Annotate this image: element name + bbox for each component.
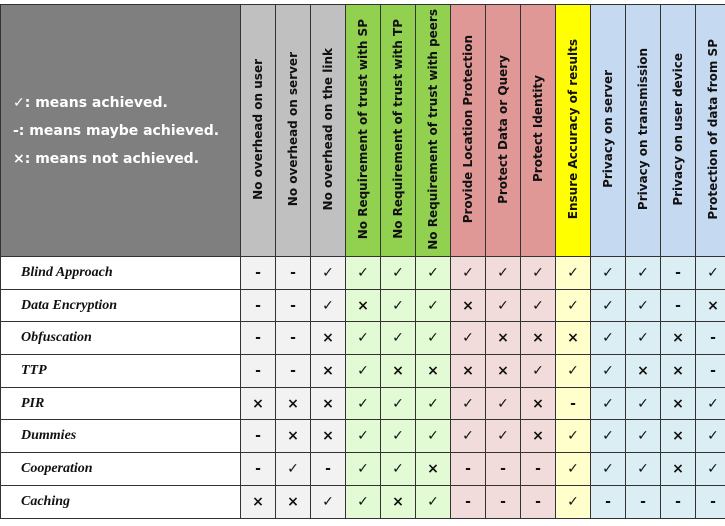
table-cell: ✓	[346, 485, 381, 518]
row-label: Dummies	[1, 420, 241, 453]
table-body	[1, 257, 725, 519]
table-cell: ×	[381, 355, 416, 388]
table-cell: ✓	[696, 257, 725, 290]
table-cell: ✓	[346, 257, 381, 290]
table-cell: ×	[241, 485, 276, 518]
table-cell: -	[696, 322, 725, 355]
column-header	[591, 5, 626, 257]
table-cell: ✓	[451, 420, 486, 453]
table-cell: ✓	[591, 420, 626, 453]
table-cell: ✓	[381, 387, 416, 420]
table-cell: ×	[556, 322, 591, 355]
table-cell: ×	[346, 289, 381, 322]
column-header	[346, 5, 381, 257]
table-cell: -	[276, 322, 311, 355]
column-header	[311, 5, 346, 257]
row-label: Obfuscation	[1, 322, 241, 355]
column-header	[556, 5, 591, 257]
column-header	[626, 5, 661, 257]
table-cell: ✓	[276, 453, 311, 486]
table-cell: ×	[311, 420, 346, 453]
table-cell: -	[696, 355, 725, 388]
table-cell: ✓	[521, 289, 556, 322]
table-cell: ×	[661, 387, 696, 420]
table-cell: -	[486, 453, 521, 486]
legend-maybe: -: means maybe achieved.	[13, 122, 220, 139]
table-cell: ✓	[416, 485, 451, 518]
table-cell: ×	[521, 322, 556, 355]
table-cell: ✓	[486, 289, 521, 322]
table-row	[1, 289, 725, 322]
table-cell: ×	[311, 322, 346, 355]
table-cell: ×	[241, 387, 276, 420]
column-header	[486, 5, 521, 257]
table-cell: ✓	[626, 420, 661, 453]
column-header-label: No overhead on user	[251, 58, 265, 200]
table-cell: ×	[521, 387, 556, 420]
table-cell: -	[276, 257, 311, 290]
table-cell: ✓	[381, 289, 416, 322]
table-cell: ×	[486, 355, 521, 388]
table-cell: ✓	[416, 420, 451, 453]
table-cell: ×	[381, 485, 416, 518]
table-row	[1, 387, 725, 420]
table-cell: ✓	[416, 289, 451, 322]
table-cell: ✓	[696, 420, 725, 453]
table-cell: ✓	[556, 355, 591, 388]
table-row	[1, 420, 725, 453]
table-cell: ✓	[556, 289, 591, 322]
table-cell: ✓	[381, 420, 416, 453]
table-cell: ✓	[346, 387, 381, 420]
table-row	[1, 322, 725, 355]
header-row	[1, 5, 725, 257]
table-cell: ✓	[591, 322, 626, 355]
table-cell: ✓	[556, 485, 591, 518]
table-cell: ✓	[626, 257, 661, 290]
table-cell: ✓	[556, 453, 591, 486]
table-row	[1, 485, 725, 518]
table-cell: -	[241, 420, 276, 453]
table-cell: ✓	[346, 453, 381, 486]
column-header-label: No overhead on the link	[321, 47, 335, 211]
table-cell: -	[661, 257, 696, 290]
table-cell: ✓	[451, 387, 486, 420]
table-cell: ✓	[696, 387, 725, 420]
table-cell: ×	[661, 453, 696, 486]
column-header-label: No Requirement of trust with peers	[426, 8, 440, 250]
table-cell: -	[521, 453, 556, 486]
table-row	[1, 355, 725, 388]
table-cell: ✓	[556, 420, 591, 453]
table-cell: ✓	[416, 387, 451, 420]
row-label: Data Encryption	[1, 289, 241, 322]
legend-not-achieved: ×: means not achieved.	[13, 150, 200, 167]
comparison-table	[0, 4, 725, 519]
table-cell: -	[241, 257, 276, 290]
table-cell: -	[241, 289, 276, 322]
table-cell: -	[241, 355, 276, 388]
table-cell: ✓	[591, 289, 626, 322]
table-cell: ✓	[626, 387, 661, 420]
table-cell: ×	[276, 485, 311, 518]
table-cell: ×	[626, 355, 661, 388]
column-header-label: No Requirement of trust with TP	[391, 19, 405, 239]
row-label: PIR	[1, 387, 241, 420]
table-cell: -	[661, 485, 696, 518]
table-cell: -	[451, 485, 486, 518]
table-cell: ✓	[416, 257, 451, 290]
column-header-label: Privacy on user device	[671, 52, 685, 206]
table-cell: -	[521, 485, 556, 518]
column-header-label: Privacy on transmission	[636, 47, 650, 211]
row-label: Blind Approach	[1, 257, 241, 290]
table-cell: ✓	[381, 453, 416, 486]
table-cell: -	[661, 289, 696, 322]
table-cell: ×	[311, 355, 346, 388]
legend-achieved: ✓: means achieved.	[13, 94, 168, 111]
table-cell: ✓	[591, 355, 626, 388]
table-cell: ×	[696, 289, 725, 322]
table-cell: ✓	[556, 257, 591, 290]
table-cell: ✓	[346, 420, 381, 453]
table-cell: ×	[451, 355, 486, 388]
table-cell: ✓	[696, 453, 725, 486]
table-cell: -	[276, 355, 311, 388]
column-header-label: Protect Data or Query	[496, 54, 510, 204]
row-label: Caching	[1, 485, 241, 518]
table-cell: ✓	[311, 289, 346, 322]
table-cell: ✓	[626, 453, 661, 486]
column-header-label: Privacy on server	[601, 70, 615, 188]
table-cell: ×	[486, 322, 521, 355]
table-cell: ✓	[486, 257, 521, 290]
table-cell: ×	[276, 420, 311, 453]
column-header-label: Protection of data from SP	[706, 38, 720, 220]
table-cell: ✓	[591, 387, 626, 420]
row-label: TTP	[1, 355, 241, 388]
table-cell: ×	[311, 387, 346, 420]
table-cell: ✓	[591, 257, 626, 290]
table-cell: ✓	[591, 453, 626, 486]
table-cell: ✓	[451, 322, 486, 355]
table-cell: ✓	[311, 257, 346, 290]
table-cell: -	[276, 289, 311, 322]
table-cell: ×	[661, 420, 696, 453]
table-cell: ✓	[346, 355, 381, 388]
column-header	[381, 5, 416, 257]
table-cell: -	[556, 387, 591, 420]
table-cell: ×	[661, 355, 696, 388]
table-cell: ✓	[521, 355, 556, 388]
table-cell: ✓	[311, 485, 346, 518]
column-header	[276, 5, 311, 257]
table-row	[1, 453, 725, 486]
table-cell: ✓	[486, 420, 521, 453]
table-cell: -	[451, 453, 486, 486]
table-cell: ✓	[486, 387, 521, 420]
table-cell: ×	[416, 355, 451, 388]
column-header	[416, 5, 451, 257]
table-cell: ×	[276, 387, 311, 420]
column-header-label: Protect Identity	[531, 75, 545, 183]
column-header	[661, 5, 696, 257]
table-cell: ✓	[381, 257, 416, 290]
table-cell: ×	[451, 289, 486, 322]
table-cell: ✓	[416, 322, 451, 355]
table-cell: -	[241, 322, 276, 355]
table-cell: ×	[521, 420, 556, 453]
table-cell: ✓	[381, 322, 416, 355]
column-header	[521, 5, 556, 257]
table-cell: -	[311, 453, 346, 486]
column-header-label: Ensure Accuracy of results	[566, 38, 580, 220]
column-header-label: No overhead on server	[286, 51, 300, 207]
table-cell: ×	[416, 453, 451, 486]
column-header	[696, 5, 725, 257]
table-cell: ✓	[451, 257, 486, 290]
row-label: Cooperation	[1, 453, 241, 486]
table-cell: -	[486, 485, 521, 518]
table-cell: -	[591, 485, 626, 518]
table-cell: ×	[661, 322, 696, 355]
table-cell: ✓	[521, 257, 556, 290]
legend-cell	[1, 5, 241, 257]
table-cell: ✓	[626, 289, 661, 322]
column-header-label: No Requirement of trust with SP	[356, 18, 370, 240]
column-header	[241, 5, 276, 257]
table-cell: -	[241, 453, 276, 486]
column-header	[451, 5, 486, 257]
table-cell: ✓	[626, 322, 661, 355]
table-row	[1, 257, 725, 290]
table-cell: -	[696, 485, 725, 518]
column-header-label: Provide Location Protection	[461, 34, 475, 224]
table-cell: -	[626, 485, 661, 518]
table-cell: ✓	[346, 322, 381, 355]
